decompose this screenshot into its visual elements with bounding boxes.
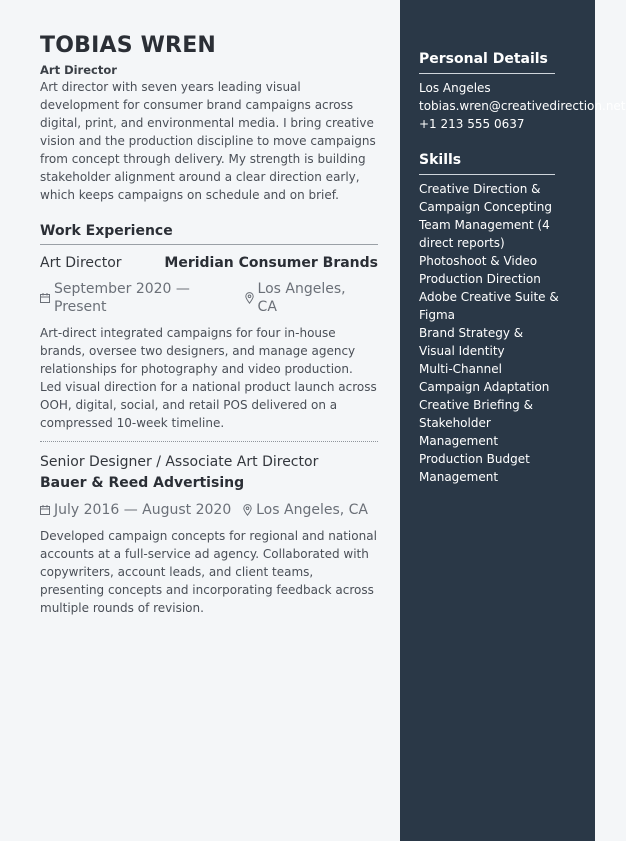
skill-item: Adobe Creative Suite & Figma <box>419 290 559 322</box>
skill-item: Photoshoot & Video Production Direction <box>419 254 541 286</box>
skill-item: Team Management (4 direct reports) <box>419 218 550 250</box>
candidate-role: Art Director <box>40 63 117 77</box>
personal-city: Los Angeles <box>419 81 491 95</box>
job-location <box>243 501 368 519</box>
sidebar <box>400 0 626 841</box>
work-experience-heading: Work Experience <box>40 223 378 245</box>
job-description: Art-direct integrated campaigns for four in-house brands, oversee two designers, and manage agency relationships for photography and video production. Led visual direction for a national product launch across OOH, digital, social, and retail POS delivered on a compressed 10-week timeline. <box>40 326 377 430</box>
calendar-icon <box>40 293 50 303</box>
map-pin-icon <box>245 292 254 304</box>
personal-phone[interactable]: +1 213 555 0637 <box>419 117 525 131</box>
job-title: Senior Designer / Associate Art Director <box>40 454 319 470</box>
company-name: Meridian Consumer Brands <box>164 255 378 271</box>
skill-item: Multi-Channel Campaign Adaptation <box>419 362 550 394</box>
job-meta <box>40 280 378 316</box>
job-dates <box>40 280 245 316</box>
personal-details-heading: Personal Details <box>419 49 555 74</box>
skill-item: Brand Strategy & Visual Identity <box>419 326 524 358</box>
skill-item: Creative Direction & Campaign Concepting <box>419 182 552 214</box>
job-entry <box>40 452 378 617</box>
calendar-icon <box>40 505 50 515</box>
job-dates-text: September 2020 — Present <box>54 281 190 315</box>
skill-item: Creative Briefing & Stakeholder Management <box>419 398 533 448</box>
job-dates <box>40 501 231 519</box>
job-location <box>245 280 368 316</box>
skill-item: Production Budget Management <box>419 452 530 484</box>
personal-details-list <box>419 79 626 133</box>
job-meta <box>40 501 378 519</box>
job-divider <box>40 441 378 442</box>
company-name: Bauer & Reed Advertising <box>40 475 245 491</box>
map-pin-icon <box>243 504 252 516</box>
candidate-name: TOBIAS WREN <box>40 33 217 58</box>
job-location-text: Los Angeles, CA <box>256 502 368 518</box>
skills-list <box>419 180 595 486</box>
summary-text: Art director with seven years leading visual development for consumer brand campaigns across digital, print, and environmental media. I bring creative vision and the production discipline to move campaigns from concept through delivery. My strength is building stakeholder alignment around a clear direction early, which keeps campaigns on schedule and on brief. <box>40 80 376 202</box>
job-title: Art Director <box>40 255 122 271</box>
job-dates-text: July 2016 — August 2020 <box>54 502 232 518</box>
job-description: Developed campaign concepts for regional and national accounts at a full-service ad agency. Collaborated with copywriters, account leads, and client teams, presenting concepts and incorporating feedback across multiple rounds of revision. <box>40 529 377 615</box>
job-entry <box>40 254 378 432</box>
skills-heading: Skills <box>419 150 555 175</box>
job-location-text: Los Angeles, CA <box>257 281 346 315</box>
job-header <box>40 254 378 272</box>
personal-email[interactable]: tobias.wren@creativedirection.net <box>419 99 626 113</box>
